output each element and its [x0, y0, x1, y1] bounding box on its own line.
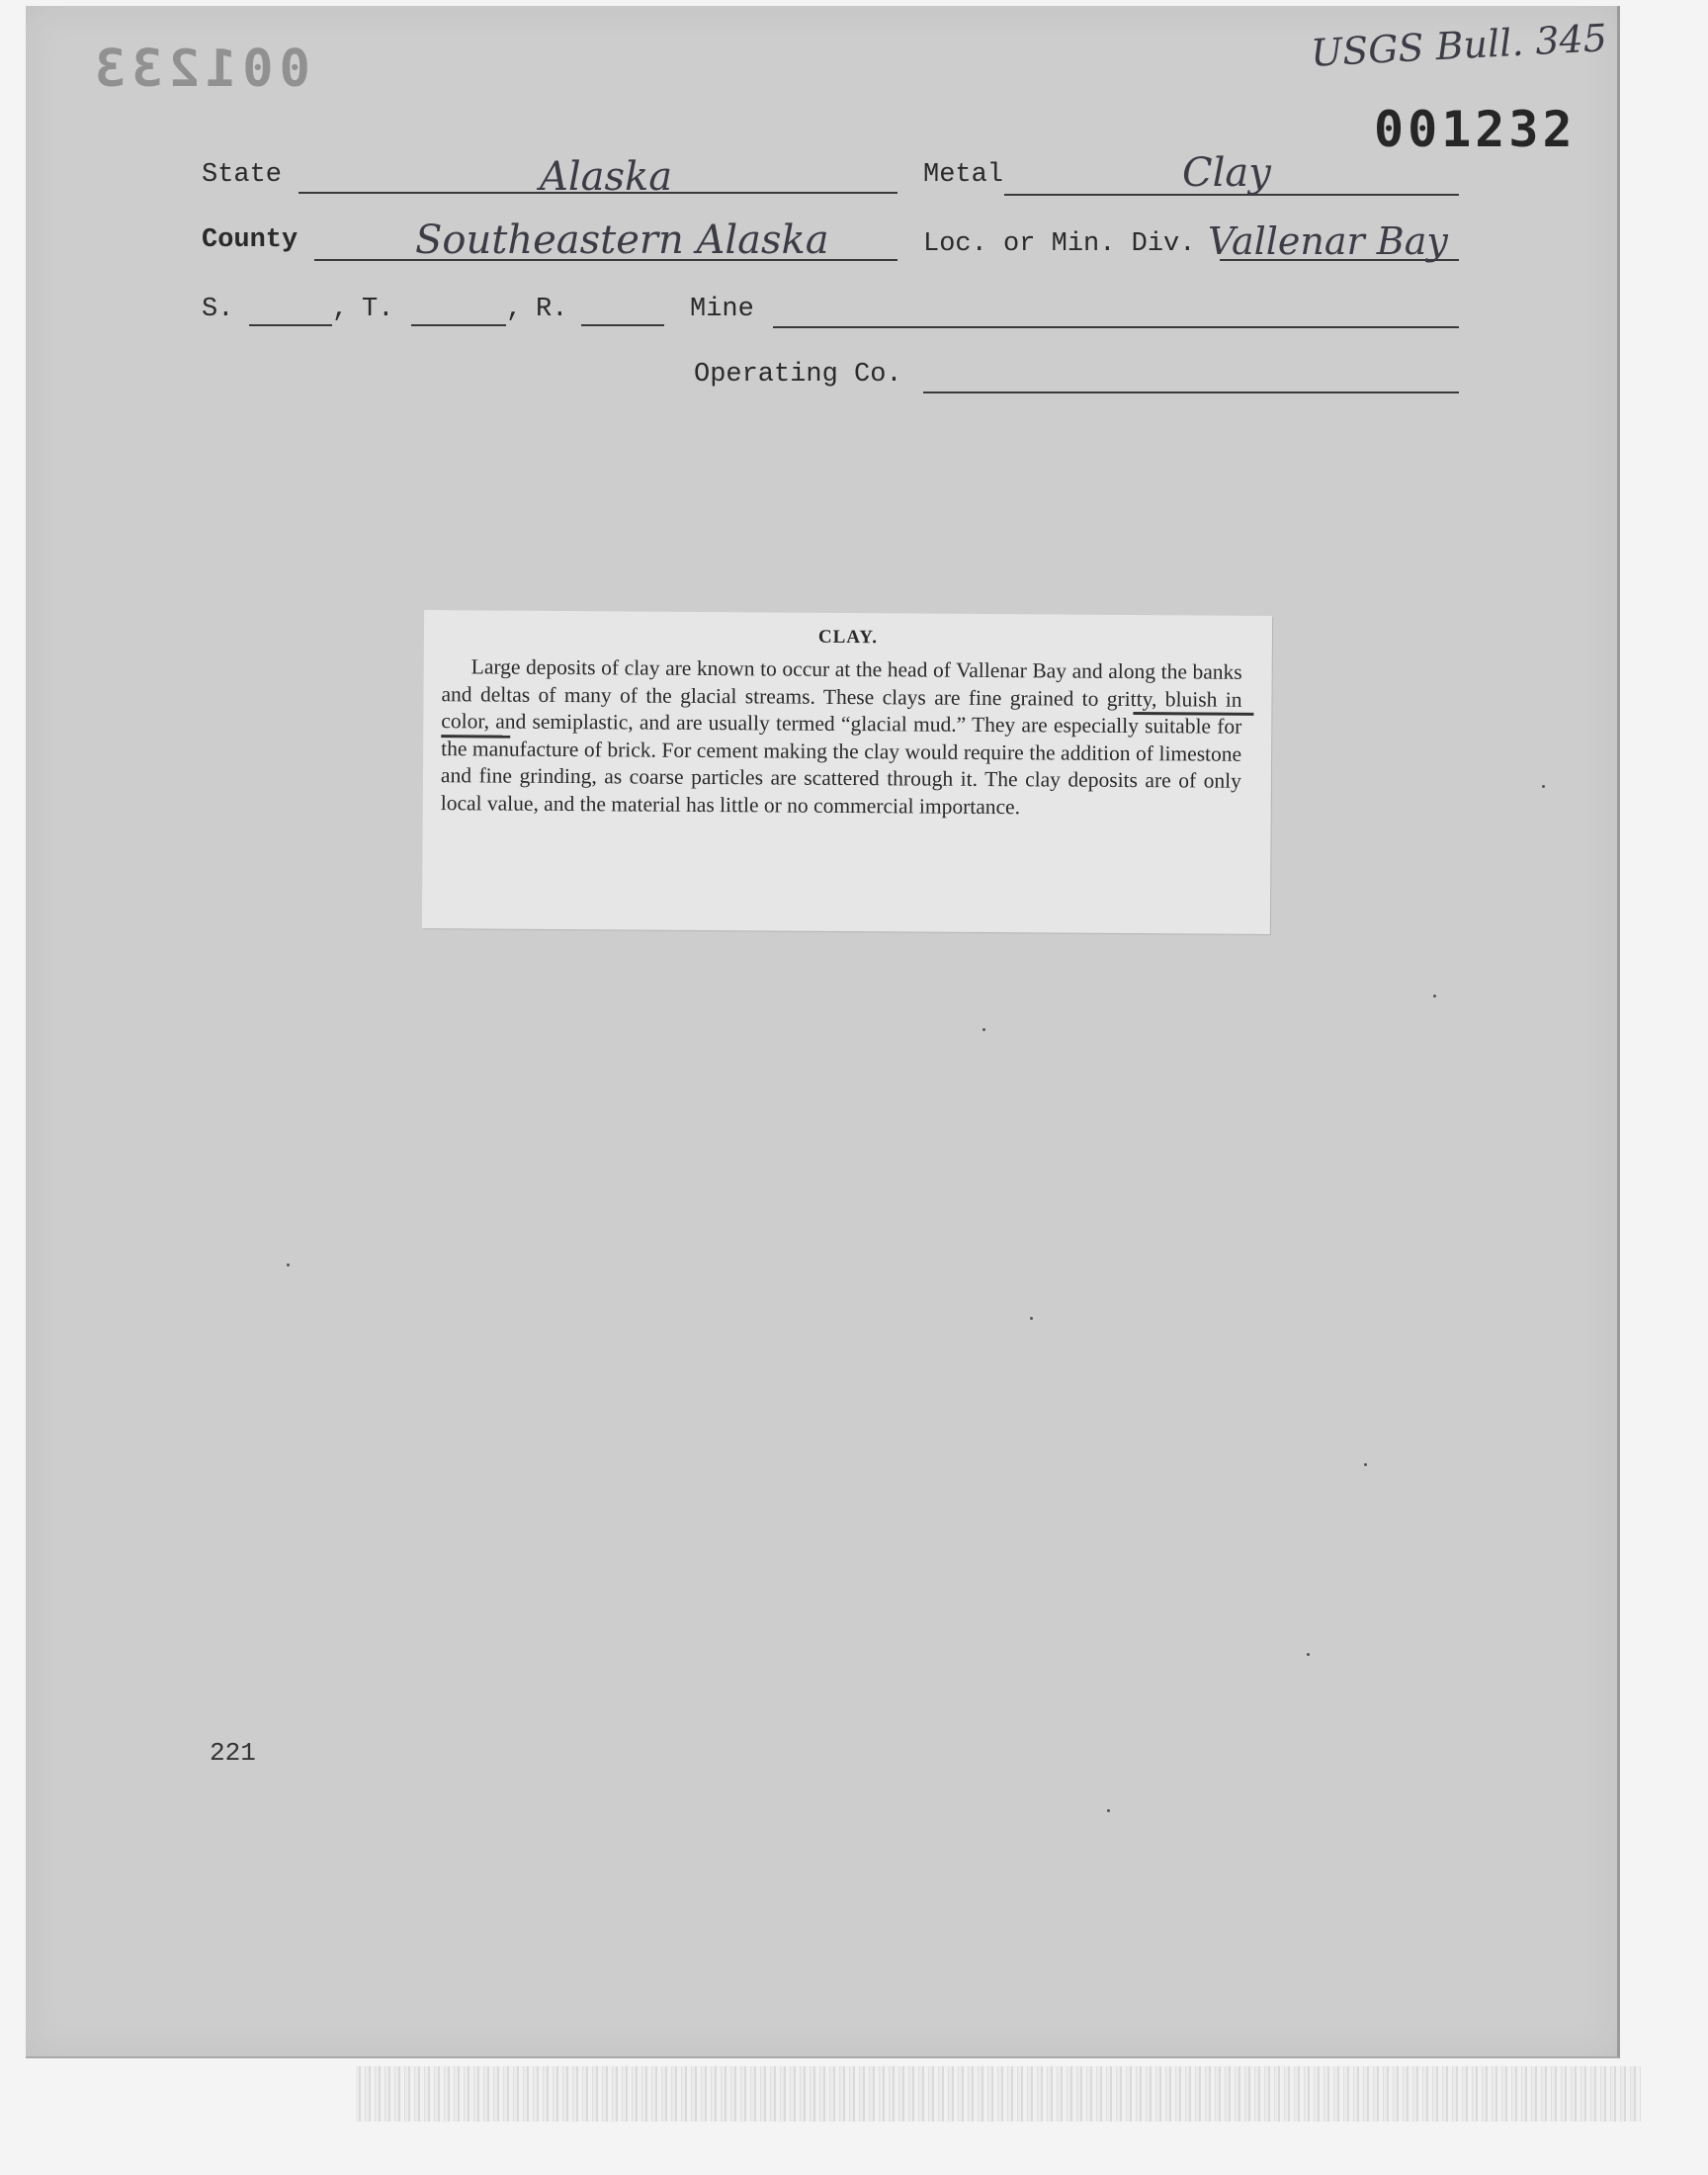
speck: [287, 1263, 290, 1266]
range-label: R.: [536, 295, 568, 324]
handwritten-underline: [441, 735, 510, 738]
stamp-number: 001232: [1374, 101, 1577, 158]
loc-value: Vallenar Bay: [1208, 219, 1448, 263]
handwritten-reference-note: USGS Bull. 345: [1310, 16, 1608, 75]
section-label: S.: [202, 295, 234, 324]
township-comma: ,: [506, 295, 523, 324]
metal-value: Clay: [1182, 150, 1271, 196]
section-field-line: [249, 324, 332, 326]
speck: [1030, 1317, 1033, 1320]
operating-co-field-line: [923, 392, 1459, 393]
county-label: County: [202, 225, 299, 255]
document-sheet: [26, 6, 1620, 2058]
section-comma: ,: [332, 295, 349, 324]
speck: [1542, 785, 1545, 788]
speck: [1364, 1463, 1367, 1466]
speck: [1307, 1653, 1310, 1656]
scanner-artifact-strip: [356, 2066, 1641, 2122]
clipping-body: Large deposits of clay are known to occur at the head of Vallenar Bay and along the banks and deltas of many of the glacial streams. These clays are fine grained to gritty, bluish in color, and semiplastic, and are usually termed “glacial mud.” They are especially suitable for the manufacture of brick. For cement making the clay would require the addition of limestone and fine grinding, as coarse particles are scattered through it. The clay deposits are of only local value, and the material has little or no commercial importance.: [440, 654, 1242, 819]
speck: [1107, 1809, 1110, 1812]
loc-label: Loc. or Min. Div.: [923, 229, 1196, 259]
mirrored-stamp-number: 001233: [89, 40, 310, 99]
county-value: Southeastern Alaska: [415, 218, 829, 263]
range-field-line: [581, 324, 664, 326]
state-label: State: [202, 160, 283, 190]
operating-co-label: Operating Co.: [694, 360, 902, 390]
township-label: T.: [362, 295, 394, 324]
speck: [982, 1028, 985, 1031]
clipping-title: CLAY.: [817, 626, 879, 649]
speck: [1433, 995, 1436, 998]
state-value: Alaska: [540, 154, 673, 200]
page-number: 221: [210, 1738, 256, 1768]
metal-label: Metal: [923, 160, 1004, 190]
newspaper-clipping: [422, 610, 1272, 934]
mine-label: Mine: [690, 295, 754, 324]
township-field-line: [411, 324, 506, 326]
mine-field-line: [773, 326, 1459, 328]
